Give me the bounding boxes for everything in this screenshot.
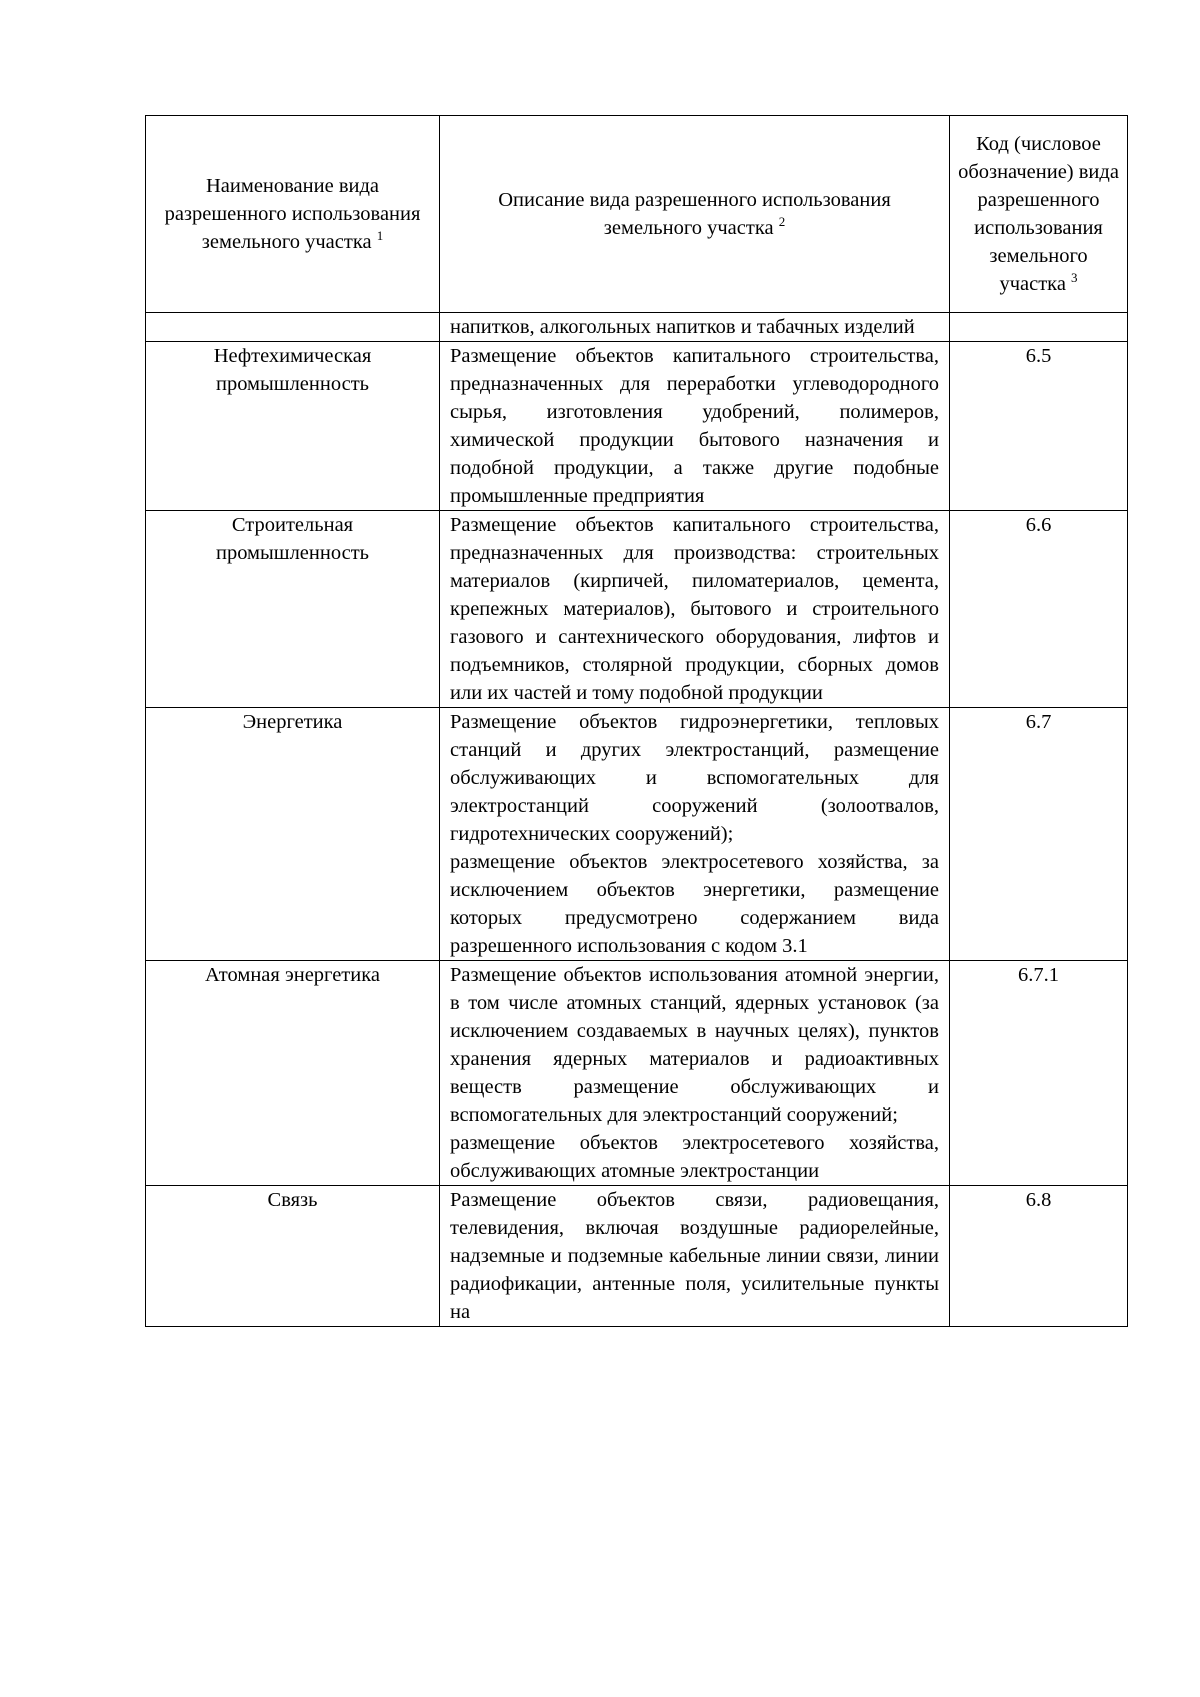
- header-name: [146, 116, 440, 313]
- row-name: Связь: [146, 1186, 440, 1327]
- footnote-3: 3: [1071, 270, 1078, 286]
- table-header-row: [146, 116, 1128, 313]
- row-description-cell: [440, 708, 950, 961]
- row-description-continued: размещение объектов электросетевого хозяйства, за исключением объектов энергетики, размещение которых предусмотрено содержанием вида разрешенного использования с кодом 3.1: [450, 851, 939, 957]
- row-description: Размещение объектов связи, радиовещания, телевидения, включая воздушные радиорелейные, надземные и подземные кабельные линии связи, линии радиофикации, антенные поля, усилительные пункты на: [440, 1186, 950, 1327]
- table-row: [146, 708, 1128, 961]
- footnote-2: 2: [778, 214, 786, 230]
- row-description: Размещение объектов капитального строительства, предназначенных для производства: строительных материалов (кирпичей, пиломатериалов, цемента, крепежных материалов), бытового и строительного газового и сантехнического оборудования, лифтов и подъемников, столярной продукции, сборных домов или их частей и тому подобной продукции: [440, 511, 950, 708]
- land-use-table: [145, 115, 1128, 1327]
- row-name: Энергетика: [146, 708, 440, 961]
- row-description: Размещение объектов капитального строительства, предназначенных для переработки углеводородного сырья, изготовления удобрений, полимеров, химической продукции бытового назначения и подобной продукции, а также другие подобные промышленные предприятия: [440, 342, 950, 511]
- row-name: Атомная энергетика: [146, 961, 440, 1186]
- header-code: [950, 116, 1128, 313]
- row-name: Нефтехимическая промышленность: [146, 342, 440, 511]
- row-description: напитков, алкогольных напитков и табачных изделий: [440, 313, 950, 342]
- row-description-cell: [440, 961, 950, 1186]
- row-name: [146, 313, 440, 342]
- row-description-continued: размещение объектов электросетевого хозяйства, обслуживающих атомные электростанции: [450, 1132, 939, 1182]
- footnote-1: 1: [376, 228, 384, 244]
- header-description: [440, 116, 950, 313]
- table-row-continuation: [146, 313, 1128, 342]
- row-code: 6.7.1: [950, 961, 1128, 1186]
- header-name-text: Наименование вида разрешенного использования земельного участка: [164, 175, 421, 253]
- row-code: 6.5: [950, 342, 1128, 511]
- header-code-text: Код (числовое обозначение) вида разрешенного использования земельного участка: [958, 133, 1119, 295]
- row-code: [950, 313, 1128, 342]
- table-row: [146, 511, 1128, 708]
- header-description-text: Описание вида разрешенного использования земельного участка: [498, 189, 891, 239]
- row-code: 6.6: [950, 511, 1128, 708]
- table-row: [146, 1186, 1128, 1327]
- row-name: Строительная промышленность: [146, 511, 440, 708]
- row-code: 6.8: [950, 1186, 1128, 1327]
- table-row: [146, 342, 1128, 511]
- row-description: Размещение объектов гидроэнергетики, тепловых станций и других электростанций, размещение обслуживающих и вспомогательных для электростанций сооружений (золоотвалов, гидротехнических сооружений);: [450, 711, 939, 845]
- row-code: 6.7: [950, 708, 1128, 961]
- row-description: Размещение объектов использования атомной энергии, в том числе атомных станций, ядерных установок (за исключением создаваемых в научных целях), пунктов хранения ядерных материалов и радиоактивных веществ размещение обслуживающих и вспомогательных для электростанций сооружений;: [450, 964, 939, 1126]
- table-row: [146, 961, 1128, 1186]
